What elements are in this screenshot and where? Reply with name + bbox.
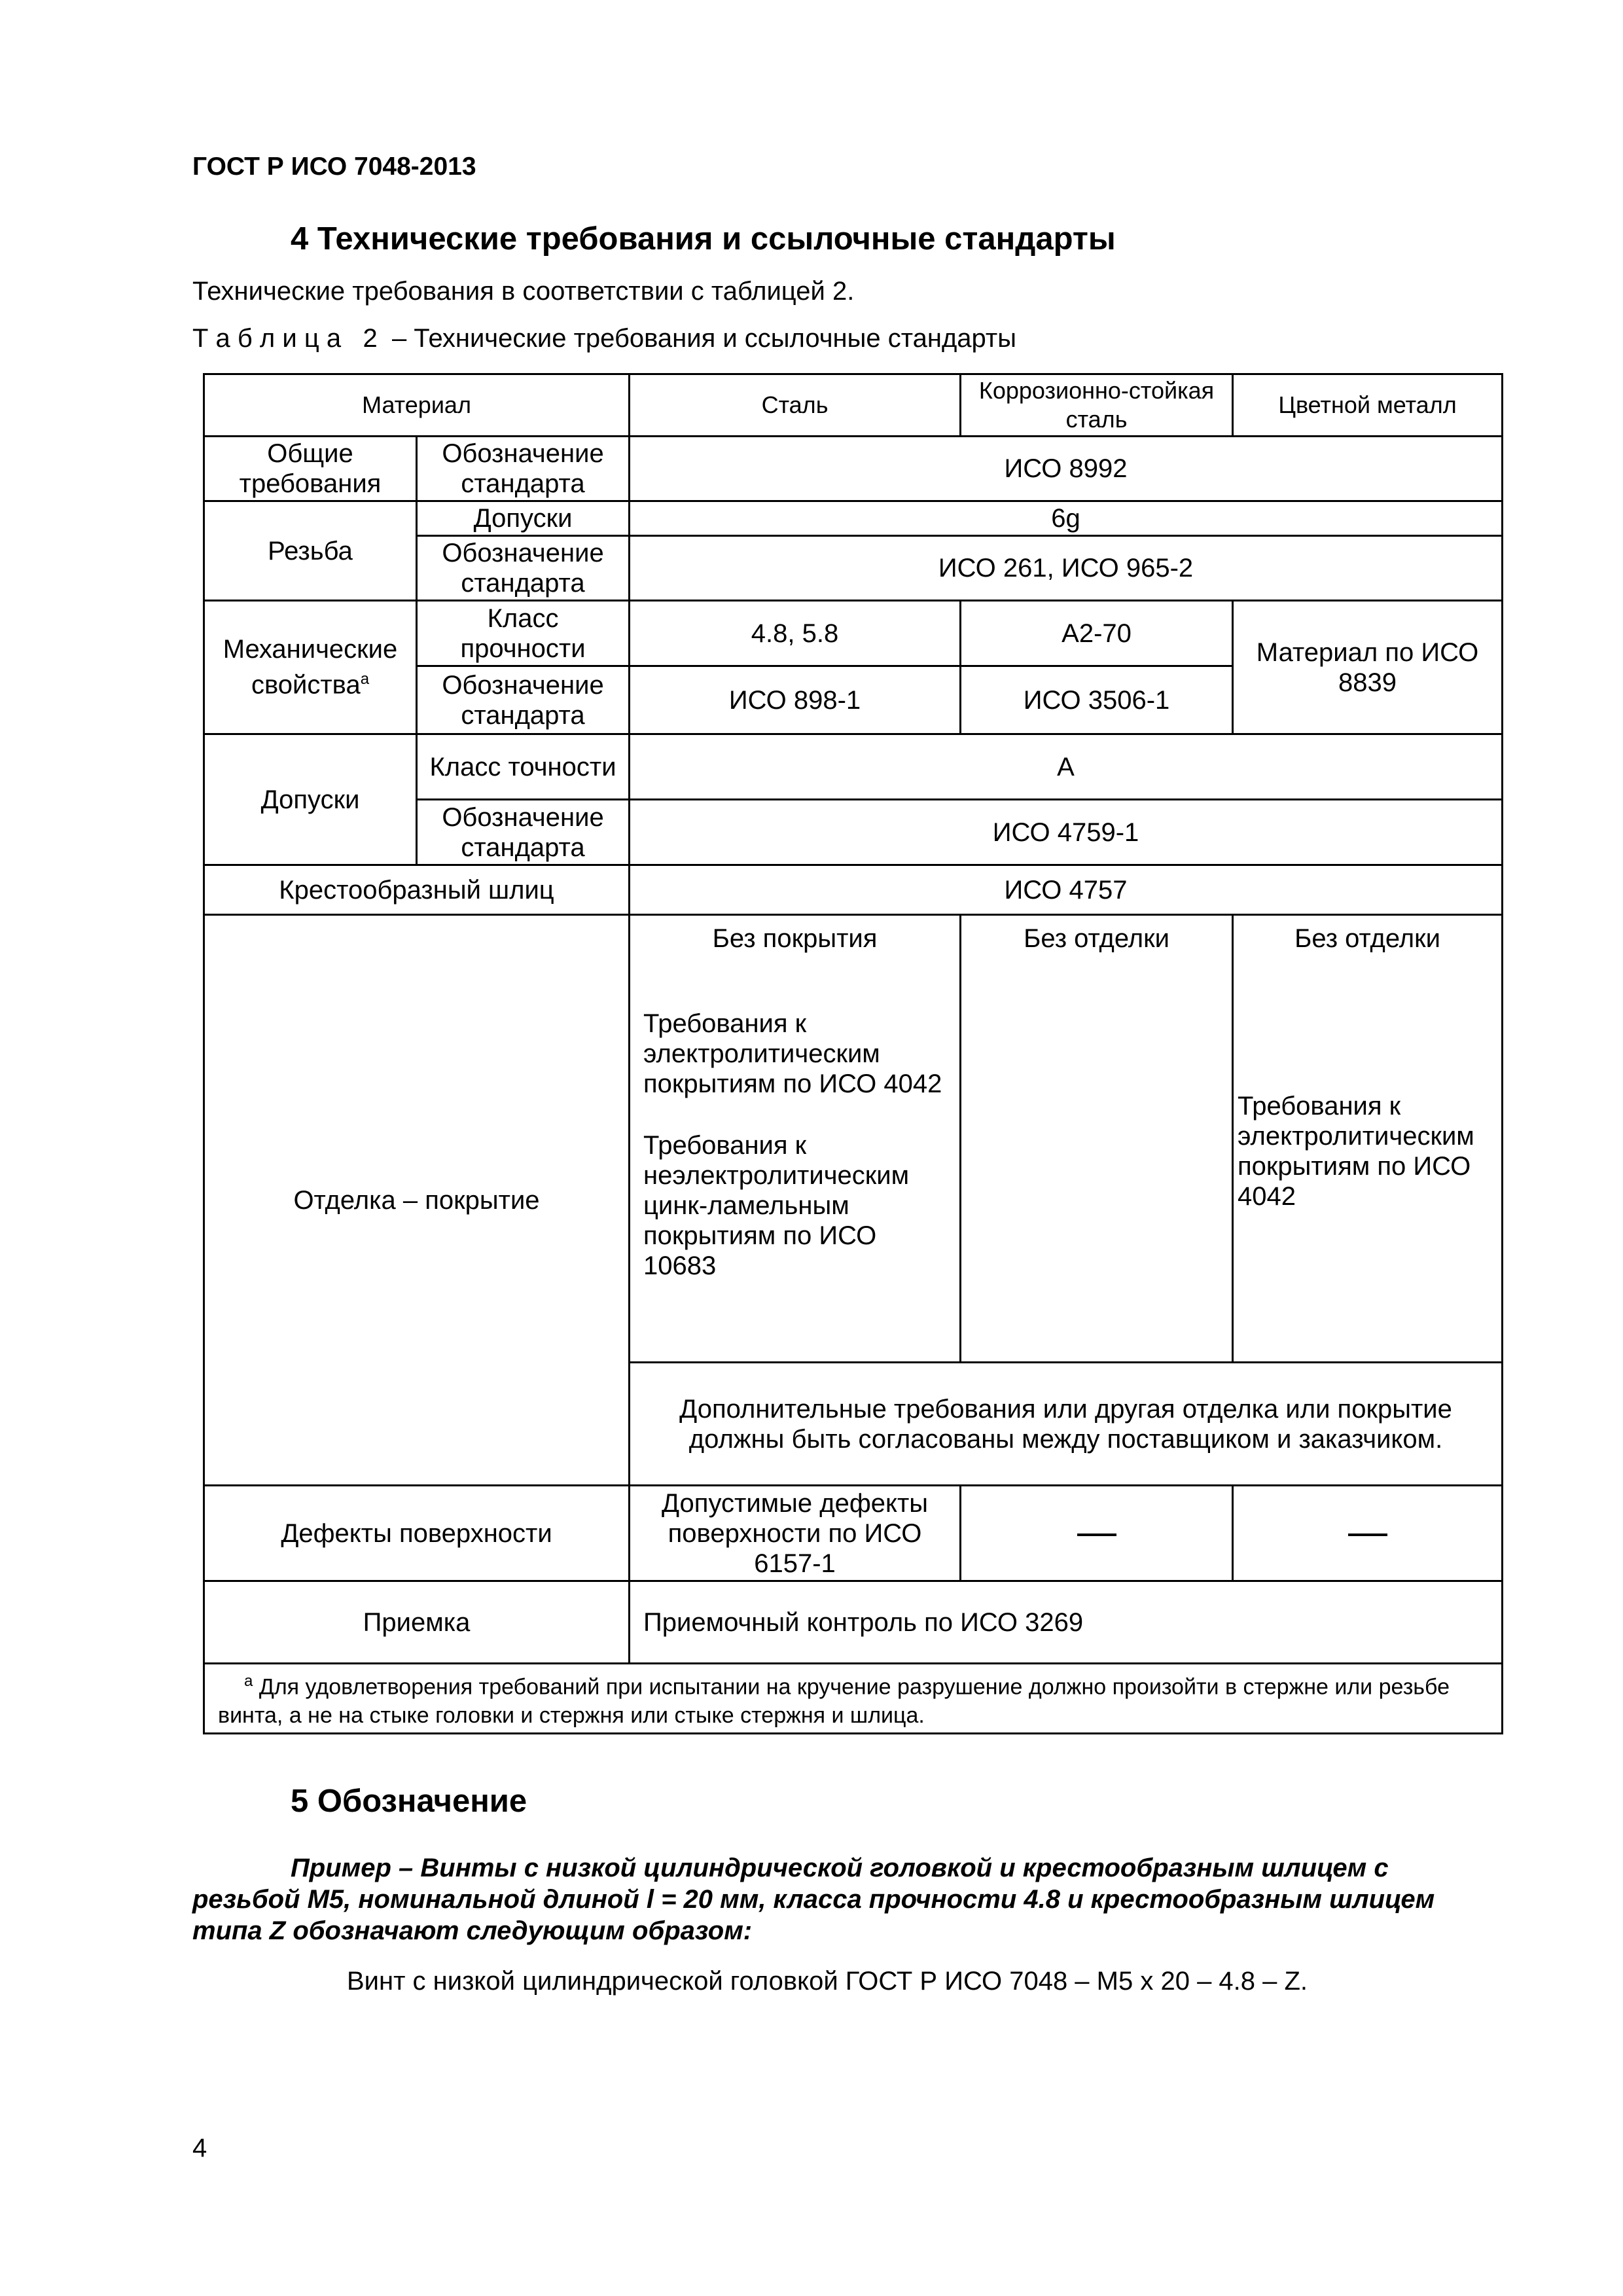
- row-finish-1: [204, 915, 1503, 1363]
- thread-sub1: Допуски: [417, 501, 630, 536]
- general-value: ИСО 8992: [630, 437, 1503, 501]
- tol-sub1: Класс точности: [417, 734, 630, 800]
- row-footnote: [204, 1664, 1503, 1734]
- footnote-text: Для удовлетворения требований при испытании на кручение разрушение должно произойти в стержне или резьбе винта, а не на стыке головки и стержня или стыке стержня и шлица.: [218, 1674, 1450, 1729]
- document-id: ГОСТ Р ИСО 7048-2013: [192, 152, 476, 181]
- mech-stainless2: ИСО 3506-1: [961, 666, 1233, 734]
- tol-val1: A: [630, 734, 1503, 800]
- header-steel: Сталь: [630, 374, 961, 437]
- general-label: Общие требования: [204, 437, 417, 501]
- finish-steel: [630, 915, 961, 1363]
- general-sub: Обозначение стандарта: [417, 437, 630, 501]
- row-acceptance: [204, 1581, 1503, 1664]
- mech-label-text: Механические свойства: [223, 635, 398, 700]
- section-5-title: 5 Обозначение: [291, 1784, 527, 1819]
- thread-sub2: Обозначение стандарта: [417, 536, 630, 601]
- header-stainless: Коррозионно-стойкая сталь: [961, 374, 1233, 437]
- header-nonferrous: Цветной металл: [1233, 374, 1503, 437]
- requirements-table: [203, 373, 1503, 1734]
- recess-value: ИСО 4757: [630, 865, 1503, 915]
- page-number: 4: [192, 2134, 207, 2162]
- thread-label: Резьба: [204, 501, 417, 601]
- acceptance-label: Приемка: [204, 1581, 630, 1664]
- table-footnote: [204, 1664, 1503, 1734]
- mech-steel1: 4.8, 5.8: [630, 601, 961, 666]
- mech-sub1: Класс прочности: [417, 601, 630, 666]
- table-caption-word: Т а б л и ц а: [192, 324, 342, 353]
- finish-steel-req2: Требования к неэлектролитическим цинк-ламельным покрытиям по ИСО 10683: [643, 1131, 910, 1280]
- defects-stainless: [961, 1486, 1233, 1581]
- finish-additional: Дополнительные требования или другая отделка или покрытие должны быть согласованы между поставщиком и заказчиком.: [630, 1363, 1503, 1486]
- defects-label: Дефекты поверхности: [204, 1486, 630, 1581]
- row-tol-1: [204, 734, 1503, 800]
- mech-sub2: Обозначение стандарта: [417, 666, 630, 734]
- dash-mark: [1348, 1534, 1387, 1536]
- row-defects: [204, 1486, 1503, 1581]
- finish-nonferrous: [1233, 915, 1503, 1363]
- finish-stainless: [961, 915, 1233, 1363]
- mech-steel2: ИСО 898-1: [630, 666, 961, 734]
- footnote-mark: a: [244, 1672, 253, 1690]
- defects-nonferrous: [1233, 1486, 1503, 1581]
- section-4-title: 4 Технические требования и ссылочные стандарты: [291, 221, 1116, 257]
- row-general: [204, 437, 1503, 501]
- table-caption-text: – Технические требования и ссылочные стандарты: [391, 324, 1016, 353]
- section-4-intro: Технические требования в соответствии с таблицей 2.: [192, 277, 855, 306]
- finish-stainless-head: Без отделки: [1024, 924, 1169, 953]
- designation-line: Винт с низкой цилиндрической головкой ГОСТ Р ИСО 7048 – M5 x 20 – 4.8 – Z.: [347, 1967, 1308, 1996]
- table-caption-number: 2: [363, 324, 378, 353]
- header-material: Материал: [204, 374, 630, 437]
- tol-sub2: Обозначение стандарта: [417, 800, 630, 865]
- finish-steel-head: Без покрытия: [712, 924, 878, 953]
- mech-note-mark: a: [360, 670, 370, 689]
- finish-nonferrous-head: Без отделки: [1294, 924, 1440, 953]
- mech-label: [204, 601, 417, 734]
- designation-example: [192, 1852, 1495, 1946]
- thread-val2: ИСО 261, ИСО 965-2: [630, 536, 1503, 601]
- dash-mark: [1077, 1534, 1116, 1536]
- table-caption: [192, 324, 1016, 353]
- thread-val1: 6g: [630, 501, 1503, 536]
- row-thread-1: [204, 501, 1503, 536]
- table-header-row: [204, 374, 1503, 437]
- acceptance-value: Приемочный контроль по ИСО 3269: [630, 1581, 1503, 1664]
- mech-nonferrous: Материал по ИСО 8839: [1233, 601, 1503, 734]
- row-recess: [204, 865, 1503, 915]
- finish-nonferrous-req: Требования к электролитическим покрытиям по ИСО 4042: [1238, 1092, 1474, 1211]
- tol-label: Допуски: [204, 734, 417, 865]
- finish-steel-req1: Требования к электролитическим покрытиям по ИСО 4042: [643, 1009, 942, 1098]
- finish-label: Отделка – покрытие: [204, 915, 630, 1486]
- row-mech-1: [204, 601, 1503, 666]
- recess-label: Крестообразный шлиц: [204, 865, 630, 915]
- designation-example-text: Пример – Винты с низкой цилиндрической головкой и крестообразным шлицем с резьбой M5, номинальной длиной l = 20 мм, класса прочности 4.8 и крестообразным шлицем типа Z обозначают следующим образом:: [192, 1854, 1435, 1945]
- defects-steel: Допустимые дефекты поверхности по ИСО 6157-1: [630, 1486, 961, 1581]
- tol-val2: ИСО 4759-1: [630, 800, 1503, 865]
- mech-stainless1: A2-70: [961, 601, 1233, 666]
